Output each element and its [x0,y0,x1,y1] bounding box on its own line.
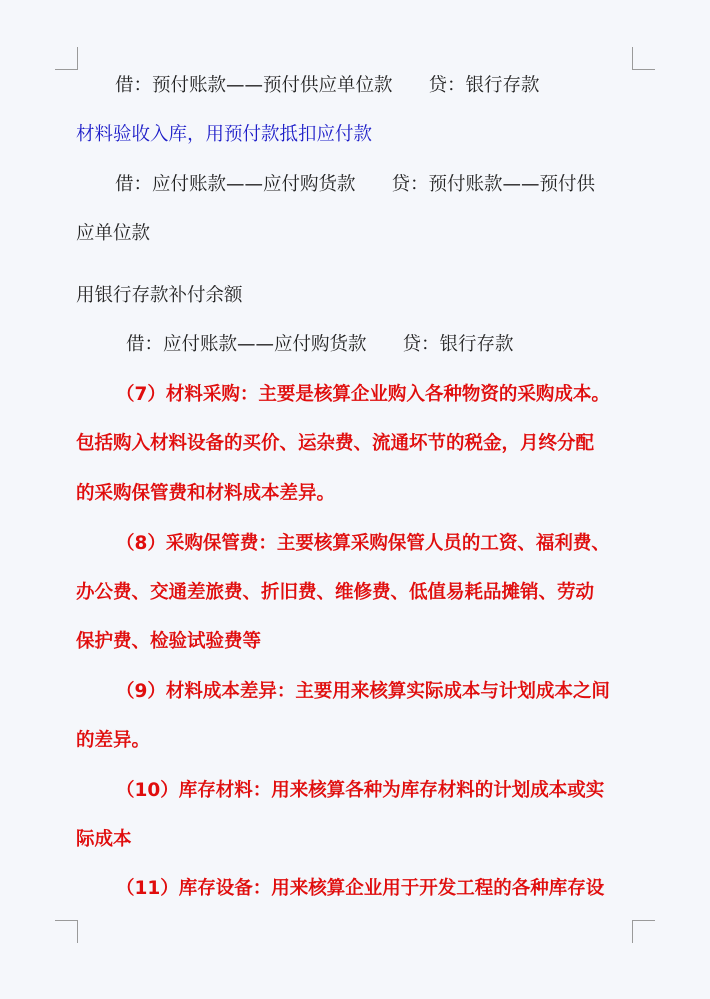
entry-credit: 贷：预付账款——预付供 [391,174,596,195]
page-corner-mark-top-left [55,47,78,70]
item-8-line-3: 保护费、检验试验费等 [76,631,262,652]
item-7-line-2: 包括购入材料设备的买价、运杂费、流通坏节的税金，月终分配 [76,433,595,454]
journal-entry-2 [115,173,595,197]
item-7-line-1: （7）材料采购：主要是核算企业购入各种物资的采购成本。 [116,384,610,405]
item-11-line-1: （11）库存设备：用来核算企业用于开发工程的各种库存设 [116,878,605,899]
journal-entry-2-continuation: 应单位款 [76,223,151,244]
item-9-line-1: （9）材料成本差异：主要用来核算实际成本与计划成本之间 [116,681,610,702]
page-corner-mark-top-right [632,47,655,70]
entry-debit: 借：预付账款——预付供应单位款 [115,75,393,96]
journal-entry-3 [126,333,514,357]
item-10-line-1: （10）库存材料：用来核算各种为库存材料的计划成本或实 [116,780,605,801]
item-10-line-2: 际成本 [76,829,132,850]
journal-entry-1 [115,74,540,98]
item-9-line-2: 的差异。 [76,730,151,751]
page-corner-mark-bottom-right [632,920,655,943]
page-corner-mark-bottom-left [55,920,78,943]
entry-debit: 借：应付账款——应付购货款 [115,174,356,195]
section-heading-offset: 材料验收入库，用预付款抵扣应付款 [76,124,373,145]
entry-credit: 贷：银行存款 [428,75,540,96]
item-8-line-1: （8）采购保管费：主要核算采购保管人员的工资、福利费、 [116,533,610,554]
entry-credit: 贷：银行存款 [402,334,514,355]
item-7-line-3: 的采购保管费和材料成本差异。 [76,483,336,504]
section-heading-top-up: 用银行存款补付余额 [76,285,243,306]
entry-debit: 借：应付账款——应付购货款 [126,334,367,355]
item-8-line-2: 办公费、交通差旅费、折旧费、维修费、低值易耗品摊销、劳动 [76,582,595,603]
